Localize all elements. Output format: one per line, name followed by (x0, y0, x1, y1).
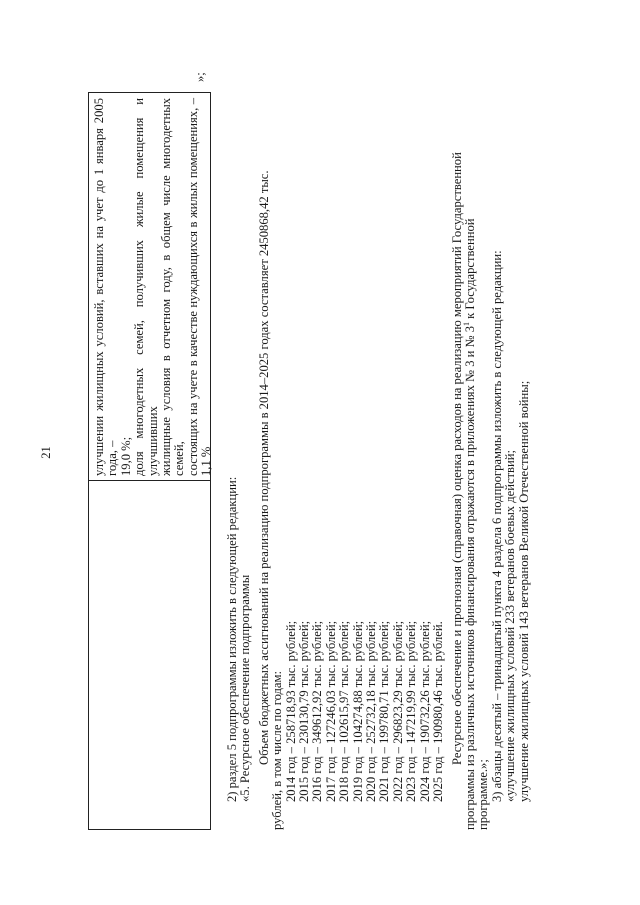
funding-paragraph-line: Объем бюджетных ассигнований на реализацию подпрограммы в 2014–2025 годах составляет 2450868,42 тыс. (256, 170, 271, 765)
funding-paragraph-line: рублей, в том числе по годам: (270, 671, 285, 830)
forecast-text: программы из различных источников финансирования отражаются в приложениях № 3 и № 3 (462, 325, 477, 830)
table-column-divider (89, 480, 210, 481)
year-row: 2018 год – 102615,97 тыс. рублей; (337, 620, 352, 802)
table-cell (93, 98, 214, 476)
table-line: улучшении жилищных условий, вставших на учет до 1 января 2005 года, – (92, 98, 120, 476)
body-text (226, 70, 531, 830)
page-number: 21 (39, 446, 53, 459)
item2-intro: 2) раздел 5 подпрограммы изложить в следующей редакции: (225, 476, 239, 802)
indicator-table (88, 92, 214, 830)
item3-intro: 3) абзацы десятый – тринадцатый пункта 4 раздела 6 подпрограммы изложить в следующей редакции: (489, 250, 504, 802)
forecast-paragraph-line (461, 70, 477, 830)
year-row: 2020 год – 252732,18 тыс. рублей; (364, 620, 379, 802)
table-line: 19,0 %; (118, 436, 133, 476)
year-row: 2017 год – 127246,03 тыс. рублей; (323, 620, 338, 802)
forecast-text: к Государственной (462, 218, 477, 322)
table-line: состоящих на учете в качестве нуждающихся в жилых помещениях, – 1,1 % (185, 98, 214, 476)
year-row: 2019 год – 104274,88 тыс. рублей; (350, 620, 365, 802)
appendix-superscript: 1 (461, 321, 471, 326)
year-row: 2023 год – 147219,99 тыс. рублей; (404, 620, 419, 802)
forecast-paragraph-line: Ресурсное обеспечение и прогнозная (справочная) оценка расходов на реализацию мероприятий Государственной (449, 152, 464, 765)
year-row: 2021 год – 199780,71 тыс. рублей; (377, 620, 392, 802)
year-row: 2014 год – 258718,93 тыс. рублей; (283, 620, 298, 802)
item3-line: улучшение жилищных условий 143 ветеранов Великой Отечественной войны; (516, 380, 531, 802)
year-row: 2025 год – 190980,46 тыс. рублей. (431, 621, 446, 802)
forecast-paragraph-line: программе.»; (476, 759, 491, 830)
year-row: 2015 год – 230130,79 тыс. рублей; (297, 620, 312, 802)
table-line: жилищные условия в отчетном году, в общем числе многодетных семей, (159, 98, 187, 476)
closing-quote: »; (193, 72, 207, 82)
table-line: доля многодетных семей, получивших жилые помещения и улучшивших (132, 98, 160, 476)
year-row: 2016 год – 349612,92 тыс. рублей; (310, 620, 325, 802)
section-title: «5. Ресурсное обеспечение подпрограммы (238, 574, 253, 802)
year-row: 2022 год – 296823,29 тыс. рублей; (390, 620, 405, 802)
year-row: 2024 год – 190732,26 тыс. рублей; (417, 620, 432, 802)
item3-line: «улучшение жилищных условий 233 ветеранов боевых действий; (503, 450, 518, 802)
